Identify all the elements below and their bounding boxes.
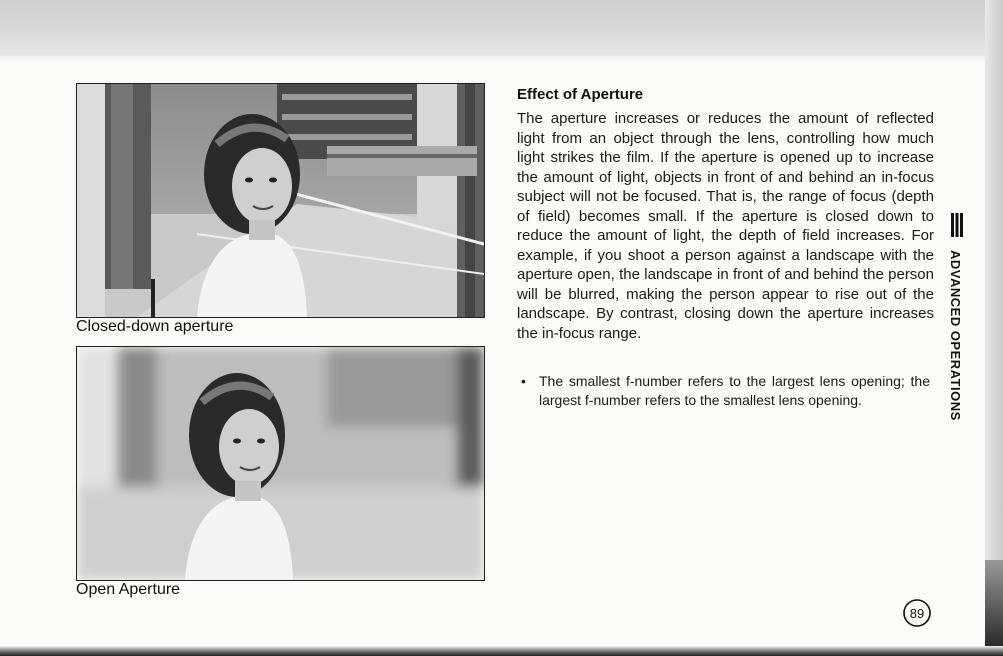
page-number bbox=[902, 598, 932, 628]
open-aperture-caption: Open Aperture bbox=[76, 581, 181, 598]
page-top-shadow bbox=[0, 0, 1003, 62]
roman-three-icon bbox=[951, 213, 963, 242]
page-right-edge bbox=[985, 0, 1003, 656]
bullet-icon: • bbox=[521, 373, 526, 389]
page-right-edge-dark bbox=[985, 560, 1003, 656]
page-bottom-edge bbox=[0, 646, 1003, 656]
list-item bbox=[519, 372, 930, 409]
note-list bbox=[519, 372, 930, 409]
page-number-text: 89 bbox=[909, 606, 925, 621]
open-aperture-photo bbox=[76, 346, 485, 581]
list-item-text: The smallest f-number refers to the largest lens opening; the largest f-number refers to the smallest lens opening. bbox=[539, 373, 930, 408]
closed-aperture-photo bbox=[76, 83, 485, 318]
closed-aperture-caption: Closed-down aperture bbox=[76, 318, 234, 335]
body-paragraph: The aperture increases or reduces the amount of reflected light from an object through the lens, controlling how much light strikes the film. If the aperture is opened up to increase the amount of light, objects in front of and behind an in-focus subject will not be focused. That is, the range of focus (depth of field) becomes small. If the aperture is closed down to reduce the amount of light, the depth of field increases. For example, if you shoot a person against a landscape with the aperture open, the landscape in front of and behind the person will be blurred, making the person appear to rise out of the landscape. By contrast, closing down the aperture increases the in-focus range. bbox=[517, 110, 934, 342]
chapter-label: ADVANCED OPERATIONS bbox=[948, 250, 963, 421]
section-title: Effect of Aperture bbox=[517, 86, 644, 103]
